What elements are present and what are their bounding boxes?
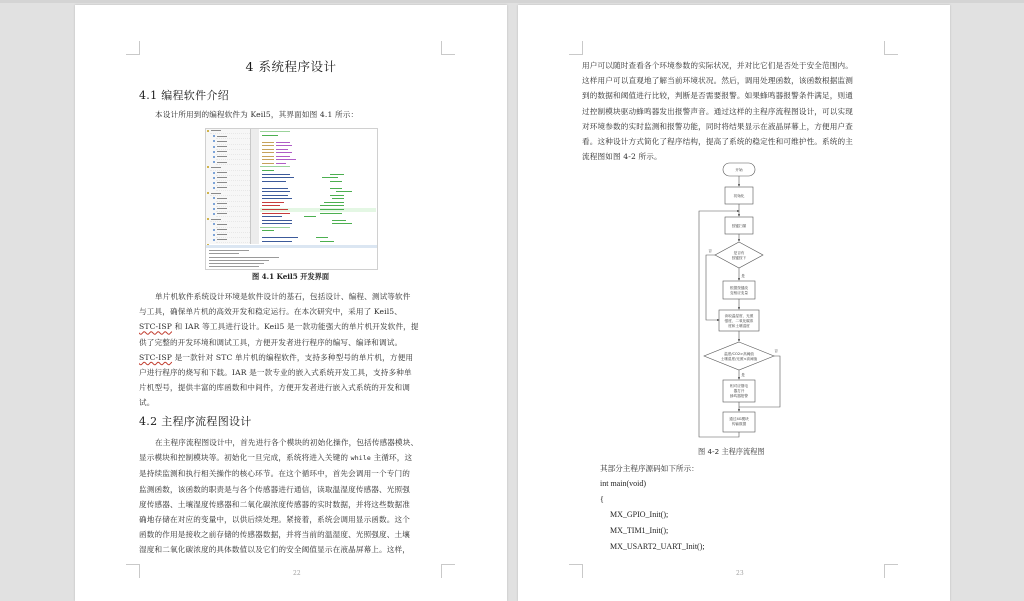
flow-label: 根据按键改 xyxy=(730,286,748,290)
para-line: 户进行程序的烧写和下载。IAR 是一款专业的嵌入式系统开发工具，支持多种单 xyxy=(139,368,412,378)
margin-mark-top-right xyxy=(441,41,455,55)
section-4-1-paragraph xyxy=(139,289,442,411)
para-line: 确地存储在对应的变量中，以供后续处理。紧接着，系统会调用显示函数。这个 xyxy=(139,515,411,525)
flow-no-label: 否 xyxy=(774,349,778,353)
flow-label: 强度、二氧化碳浓 xyxy=(724,319,754,323)
figure-4-2-caption: 图 4-2 主程序流程图 xyxy=(698,447,765,456)
line-number-gutter xyxy=(251,129,259,244)
para-line: 与工具，确保单片机的高效开发和稳定运行。在本次研究中，采用了 Keil5、 xyxy=(139,307,403,317)
build-output-panel xyxy=(206,245,377,270)
flow-label: 度和土壤湿度 xyxy=(728,324,750,328)
para-line: 是持续监测和执行相关操作的核心环节。在这个循环中，首先会调用一个专门的 xyxy=(139,469,411,479)
flow-label: 变相应变量 xyxy=(730,291,748,295)
code-line: MX_USART2_UART_Init(); xyxy=(610,542,705,551)
para-line: 片机型号，提供丰富的库函数和中间件，方便开发者进行嵌入式系统的开发和调 xyxy=(139,383,411,393)
para-line: 和 IAR 等工具进行设计。Keil5 是一款功能强大的单片机开发软件，提 xyxy=(174,322,419,332)
para-line: 供了完整的开发环境和调试工具，方便开发者进行程序的编写、编译和调试。 xyxy=(139,337,403,347)
flow-label: 传输数据 xyxy=(731,422,747,426)
flow-alarm-decision-node xyxy=(704,342,774,370)
code-intro: 其部分主程序源码如下所示： xyxy=(600,464,699,473)
code-editor-panel xyxy=(260,130,376,244)
para-line: 监测函数，该函数的职责是与各个传感器进行通信，读取温湿度传感器、光照强 xyxy=(139,484,411,494)
section-title-4-2: 4.2 主程序流程图设计 xyxy=(139,415,252,428)
flow-label: 器打开 xyxy=(733,389,745,393)
para-line: 对环境参数的实时监测和报警功能，同时将结果显示在液晶屏幕上，方便用户查 xyxy=(582,121,854,131)
figure-4-1-caption: 图 4.1 Keil5 开发界面 xyxy=(251,272,330,281)
flow-key-scan-label: 按键扫描 xyxy=(731,224,747,228)
intro-text: 本设计所用到的编程软件为 Keil5，其界面如图 4.1 所示： xyxy=(155,110,359,119)
flow-label: 温度/CO2>高阈值 xyxy=(724,352,754,356)
margin-mark-top-left xyxy=(126,41,140,55)
flow-start-label: 开始 xyxy=(735,168,743,172)
page-number: 22 xyxy=(293,570,301,577)
flow-label: 蜂鸣器报警 xyxy=(730,394,748,398)
document-page-23[interactable] xyxy=(518,5,950,601)
spellcheck-underlined-term[interactable]: STC-ISP xyxy=(139,322,173,332)
project-tree-panel xyxy=(206,129,251,244)
viewer-top-edge xyxy=(0,0,1024,3)
flow-label: 是否有 xyxy=(733,251,745,255)
code-line: { xyxy=(600,495,604,504)
code-line: int main(void) xyxy=(600,479,646,488)
para-line: 度传感器、土壤湿度传感器和二氧化碳浓度传感器的实时数据，并将这些数据准 xyxy=(139,499,411,509)
para-line: 流程图如图 4-2 所示。 xyxy=(582,152,662,162)
project-tree-item xyxy=(210,269,250,270)
section-4-2-paragraph xyxy=(139,435,442,558)
section-title-4-1: 4.1 编程软件介绍 xyxy=(139,89,229,102)
para-line: 到的数据和阈值进行比较，判断是否需要报警。如果蜂鸣器报警条件满足，则通 xyxy=(582,91,854,101)
flow-label: 按键按下 xyxy=(731,256,747,260)
flow-label: 读取温湿度、光照 xyxy=(724,314,754,318)
para-line: 是一款针对 STC 单片机的编程软件，支持多种型号的单片机，方便用 xyxy=(174,352,414,362)
flow-label: 相对应继电 xyxy=(730,384,748,388)
flow-threshold-node xyxy=(723,281,755,299)
para-line: 显示模块和控制模块等。初始化一旦完成，系统将进入关键的 xyxy=(139,453,349,463)
para-line: 主循环，这 xyxy=(373,453,413,463)
para-line: 单片机软件系统设计环境是软件设计的基石，包括设计、编程、测试等软件 xyxy=(155,292,411,301)
para-line: 试。 xyxy=(139,398,155,408)
spellcheck-underlined-term[interactable]: STC-ISP xyxy=(139,352,173,362)
flow-no-label: 否 xyxy=(708,249,712,253)
para-line: 这样用户可以直观地了解当前环境状况。然后，调用处理函数，该函数根据监测 xyxy=(582,76,854,86)
code-line: MX_TIM1_Init(); xyxy=(610,526,669,535)
code-line: MX_GPIO_Init(); xyxy=(610,510,669,519)
flow-key-decision-node xyxy=(715,242,763,268)
keil5-screenshot-figure xyxy=(205,128,378,270)
margin-mark-bottom-right xyxy=(441,564,455,578)
para-line: 函数的作用是接收之前存储的传感器数据，并将当前的温湿度、光照强度、土壤 xyxy=(139,530,411,540)
flow-label: 土壤湿度/光照<高阈值 xyxy=(720,357,758,361)
para-line: 用户可以随时查看各个环境参数的实际状况，并对比它们是否处于安全范围内。 xyxy=(582,61,854,70)
flow-init-label: 初始化 xyxy=(733,194,745,198)
para-line: 湿度和二氧化碳浓度的具体数值以及它们的安全阈值显示在液晶屏幕上。这样， xyxy=(139,545,411,555)
chapter-title: 4 系统程序设计 xyxy=(245,59,337,74)
flow-yes-label: 是 xyxy=(741,373,745,377)
section-4-1-intro xyxy=(139,107,442,122)
main-program-flowchart xyxy=(518,5,950,601)
para-line: 过控制模块驱动蜂鸣器发出报警声音。通过这样的主程序流程图设计，可以实现 xyxy=(582,106,854,116)
flow-yes-label: 是 xyxy=(741,274,745,278)
flow-label: 通过4G模块 xyxy=(729,417,749,421)
while-keyword: while xyxy=(350,454,371,463)
para-line: 看。这种设计方式简化了程序结构，提高了系统的稳定性和可维护性。系统的主 xyxy=(582,137,854,147)
page-number: 23 xyxy=(736,570,744,577)
document-page-22[interactable] xyxy=(75,5,507,601)
margin-mark-bottom-left xyxy=(126,564,140,578)
para-line: 在主程序流程图设计中，首先进行各个模块的初始化操作，包括传感器模块、 xyxy=(155,438,419,447)
